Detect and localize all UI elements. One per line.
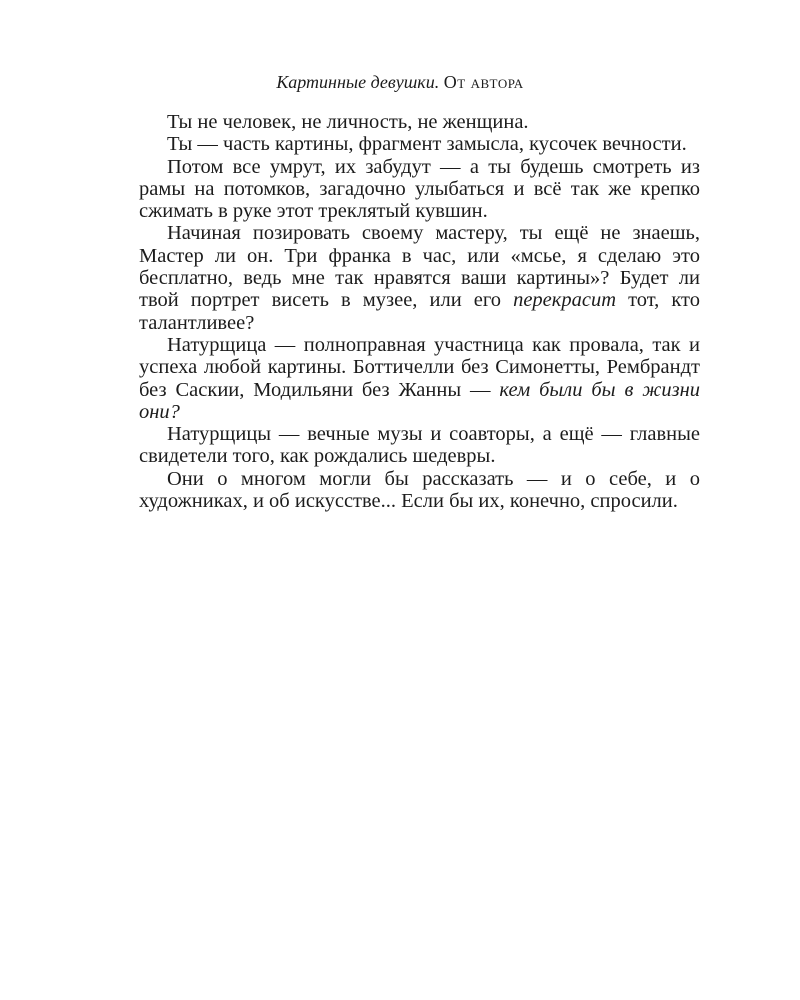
body-text (139, 111, 700, 512)
paragraph-4 (139, 222, 700, 333)
paragraph-4-italic: перекрасит (513, 289, 617, 312)
paragraph-1: Ты не человек, не личность, не женщина. (167, 111, 529, 133)
running-head (0, 70, 800, 94)
running-head-title: Картинные девушки. (276, 72, 440, 92)
paragraph-7: Они о многом могли бы рассказать — и о себе, и о художниках, и об искусстве... Если бы их, конечно, спросили. (139, 467, 700, 513)
paragraph-6: Натурщицы — вечные музы и соавторы, а ещё — главные свидетели того, как рождались шедевры. (139, 423, 700, 468)
paragraph-4-text-a: Начиная позировать своему мастеру, ты ещё не знаешь, Мастер ли он. Три франка в час, или «мсье, я сделаю это бесплатно, ведь мне так нравятся ваши картины»? Будет ли твой портрет висеть в музее, или его (139, 222, 700, 312)
paragraph-5 (139, 334, 700, 423)
paragraph-4-text-b: тот, кто талантливее? (139, 289, 700, 334)
paragraph-5-text: Натурщица — полноправная участница как провала, так и успеха любой картины. Боттичелли без Симонетты, Рембрандт без Саскии, Модильяни без Жанны — (139, 333, 700, 401)
paragraph-2: Ты — часть картины, фрагмент замысла, кусочек вечности. (167, 133, 687, 156)
running-head-section: От автора (443, 72, 524, 92)
paragraph-5-italic: кем были бы в жизни они? (139, 378, 700, 423)
paragraph-3: Потом все умрут, их забудут — а ты будешь смотреть из рамы на потомков, загадочно улыбаться и всё так же крепко сжимать в руке этот треклятый кувшин. (139, 155, 700, 223)
